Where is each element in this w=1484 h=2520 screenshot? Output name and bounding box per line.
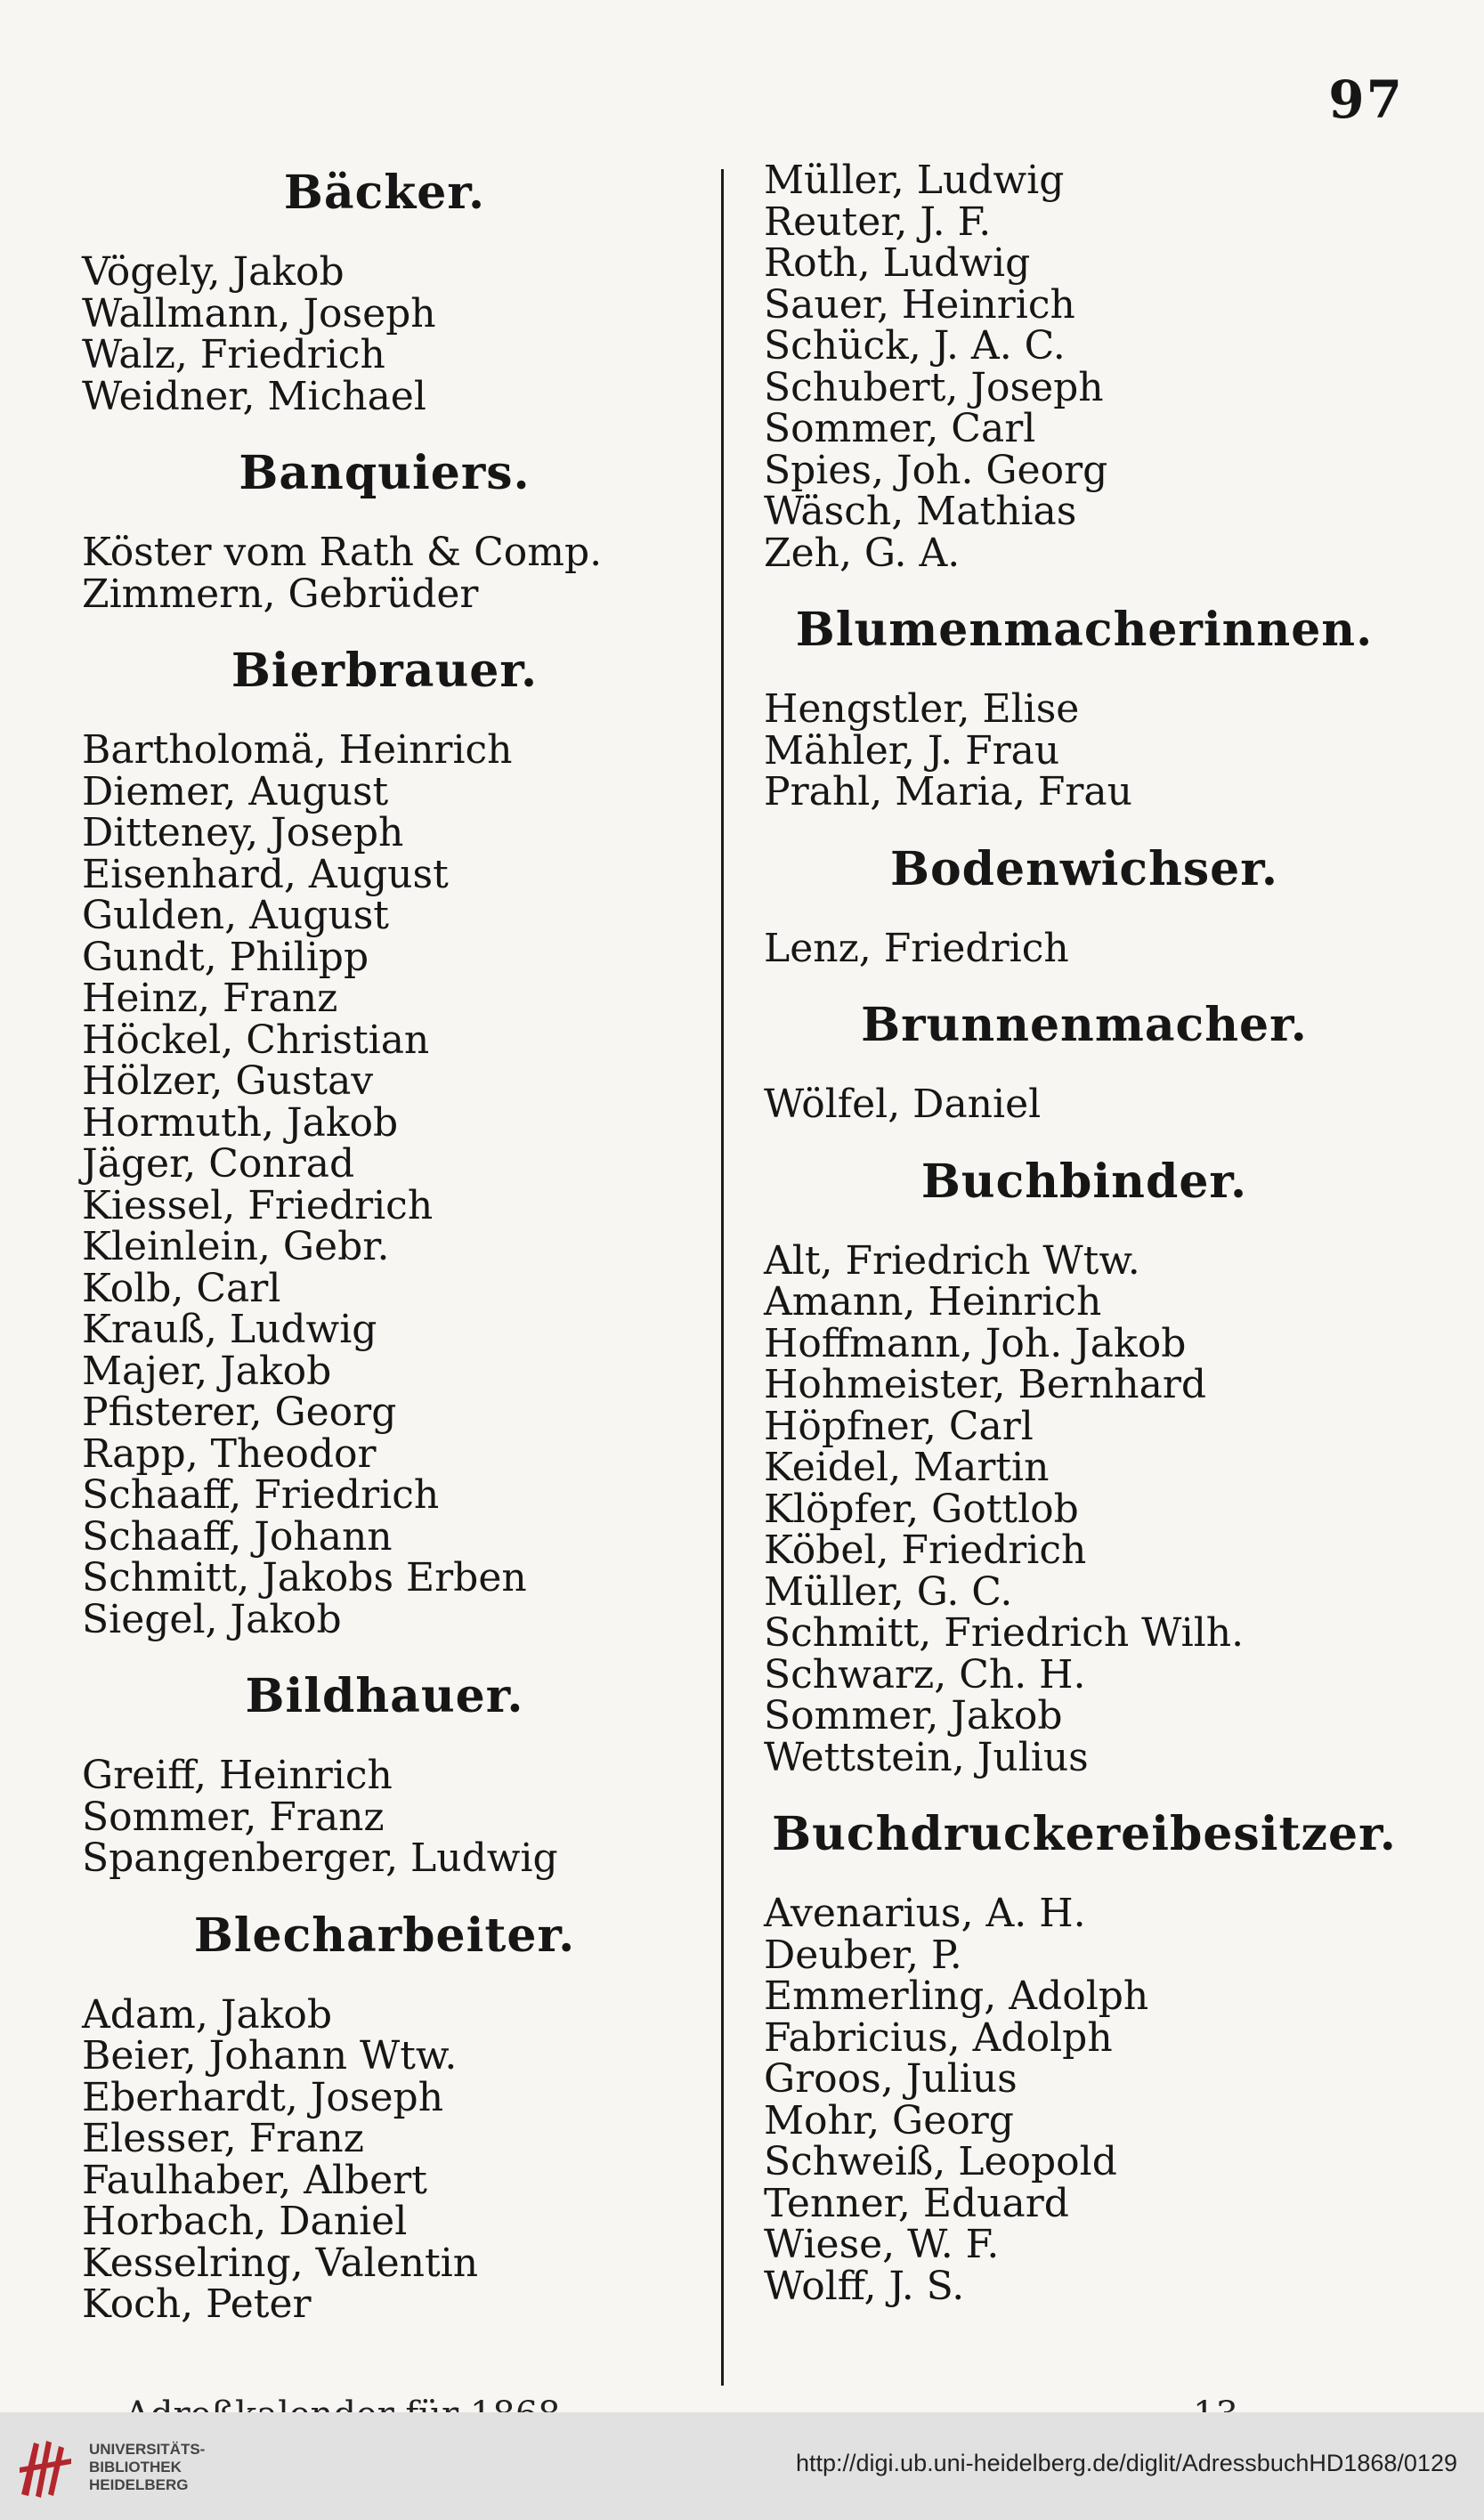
directory-entry: Krauß, Ludwig — [82, 1307, 377, 1352]
directory-entry: Fabricius, Adolph — [764, 2014, 1113, 2061]
directory-entry: Köbel, Friedrich — [764, 1527, 1087, 1573]
directory-entry: Zeh, G. A. — [764, 530, 961, 576]
directory-entry: Reuter, J. F. — [764, 199, 992, 245]
viewer-footer-bar — [0, 2412, 1484, 2520]
directory-entry: Wettstein, Julius — [764, 1734, 1089, 1780]
directory-section — [764, 1155, 1405, 1779]
directory-entry: Spangenberger, Ludwig — [82, 1835, 558, 1881]
directory-entry: Wölfel, Daniel — [764, 1082, 1042, 1127]
directory-entry: Hohmeister, Bernhard — [764, 1362, 1207, 1407]
directory-entry: Diemer, August — [82, 768, 389, 814]
directory-entry: Groos, Julius — [764, 2056, 1018, 2102]
directory-entry: Koch, Peter — [82, 2281, 312, 2327]
section-heading: Bierbrauer. — [231, 644, 539, 698]
directory-entry: Prahl, Maria, Frau — [764, 769, 1132, 814]
directory-section — [82, 644, 687, 1641]
directory-entry: Klöpfer, Gottlob — [764, 1486, 1079, 1532]
directory-section — [82, 1908, 687, 2326]
directory-entry: Ditteney, Joseph — [82, 810, 404, 855]
directory-entry: Hengstler, Elise — [764, 686, 1080, 732]
directory-entry: Alt, Friedrich Wtw. — [764, 1237, 1140, 1284]
directory-entry: Wallmann, Joseph — [82, 290, 436, 336]
directory-entry: Avenarius, A. H. — [764, 1891, 1086, 1936]
directory-entry: Mohr, Georg — [764, 2097, 1014, 2143]
directory-entry: Walz, Friedrich — [82, 332, 385, 377]
column-divider — [721, 169, 724, 2386]
directory-entry: Kleinlein, Gebr. — [82, 1224, 390, 1269]
directory-entry: Schaaff, Johann — [82, 1513, 393, 1560]
directory-entry: Deuber, P. — [764, 1932, 962, 1978]
right-column — [764, 160, 1405, 2336]
directory-entry: Gundt, Philipp — [82, 934, 369, 980]
directory-entry: Wiese, W. F. — [764, 2222, 1000, 2267]
directory-entry: Lenz, Friedrich — [764, 925, 1069, 971]
directory-entry: Schweiß, Leopold — [764, 2139, 1117, 2184]
directory-entry: Emmerling, Adolph — [764, 1973, 1149, 2019]
directory-entry: Pfisterer, Georg — [82, 1390, 397, 1435]
directory-section — [764, 998, 1405, 1126]
directory-entry: Müller, Ludwig — [764, 158, 1065, 203]
directory-entry: Eisenhard, August — [82, 851, 449, 897]
directory-entry: Siegel, Jakob — [82, 1596, 342, 1642]
section-heading: Blecharbeiter. — [193, 1908, 576, 1963]
directory-entry: Schubert, Joseph — [764, 364, 1104, 410]
directory-entry: Höpfner, Carl — [764, 1403, 1034, 1449]
section-heading: Banquiers. — [239, 446, 531, 500]
directory-entry: Schaaff, Friedrich — [82, 1472, 440, 1518]
library-name-line: BIBLIOTHEK — [89, 2459, 182, 2475]
directory-entry: Sommer, Jakob — [764, 1693, 1063, 1738]
directory-section — [764, 160, 1405, 574]
directory-entry: Hormuth, Jakob — [82, 1099, 399, 1146]
directory-entry: Eberhardt, Joseph — [82, 2074, 444, 2120]
section-heading: Buchbinder. — [920, 1154, 1248, 1209]
library-name-line: UNIVERSITÄTS- — [89, 2441, 206, 2458]
directory-entry: Adam, Jakob — [82, 1991, 333, 2038]
directory-entry: Vögely, Jakob — [82, 249, 345, 295]
directory-entry: Roth, Ludwig — [764, 240, 1031, 286]
section-heading: Bäcker. — [283, 166, 486, 220]
directory-entry: Zimmern, Gebrüder — [82, 571, 479, 617]
directory-entry: Greiff, Heinrich — [82, 1753, 393, 1798]
directory-entry: Faulhaber, Albert — [82, 2157, 427, 2203]
directory-entry: Schmitt, Jakobs Erben — [82, 1555, 527, 1600]
directory-entry: Spies, Joh. Georg — [764, 447, 1108, 493]
directory-entry: Höckel, Christian — [82, 1017, 430, 1063]
directory-entry: Keidel, Martin — [764, 1445, 1050, 1490]
directory-entry: Amann, Heinrich — [764, 1279, 1102, 1325]
directory-section — [82, 166, 687, 417]
section-heading: Bildhauer. — [245, 1669, 524, 1723]
directory-entry: Kesselring, Valentin — [82, 2240, 479, 2286]
directory-entry: Wäsch, Mathias — [764, 489, 1077, 534]
directory-entry: Schück, J. A. C. — [764, 323, 1066, 369]
section-heading: Bodenwichser. — [890, 841, 1278, 896]
directory-entry: Wolff, J. S. — [764, 2263, 965, 2309]
directory-entry: Sommer, Franz — [82, 1794, 385, 1840]
directory-entry: Horbach, Daniel — [82, 2199, 408, 2244]
directory-entry: Bartholomä, Heinrich — [82, 727, 513, 773]
directory-entry: Mähler, J. Frau — [764, 727, 1060, 774]
directory-entry: Rapp, Theodor — [82, 1430, 377, 1477]
page-number: 97 — [1328, 69, 1404, 130]
directory-entry: Müller, G. C. — [764, 1568, 1013, 1615]
directory-entry: Kiessel, Friedrich — [82, 1182, 434, 1228]
directory-section — [764, 1807, 1405, 2307]
left-column — [82, 160, 687, 2354]
library-name-line: HEIDELBERG — [89, 2476, 189, 2493]
directory-entry: Hoffmann, Joh. Jakob — [764, 1320, 1187, 1366]
directory-section — [82, 446, 687, 615]
directory-entry: Gulden, August — [82, 893, 389, 938]
directory-entry: Beier, Johann Wtw. — [82, 2033, 458, 2078]
directory-section — [764, 842, 1405, 970]
directory-entry: Sommer, Carl — [764, 406, 1036, 451]
directory-section — [82, 1669, 687, 1880]
directory-entry: Majer, Jakob — [82, 1348, 332, 1394]
directory-entry: Heinz, Franz — [82, 976, 338, 1021]
directory-entry: Jäger, Conrad — [82, 1141, 355, 1187]
directory-entry: Kolb, Carl — [82, 1265, 281, 1311]
directory-entry: Tenner, Eduard — [764, 2180, 1069, 2226]
directory-entry: Elesser, Franz — [82, 2116, 364, 2161]
section-heading: Buchdruckereibesitzer. — [772, 1807, 1397, 1861]
directory-entry: Köster vom Rath & Comp. — [82, 530, 603, 575]
section-heading: Blumenmacherinnen. — [795, 603, 1374, 657]
directory-entry: Sauer, Heinrich — [764, 281, 1075, 328]
library-name — [89, 2441, 205, 2494]
section-heading: Brunnenmacher. — [861, 998, 1308, 1052]
directory-entry: Weidner, Michael — [82, 373, 426, 419]
directory-entry: Schmitt, Friedrich Wilh. — [764, 1610, 1245, 1656]
directory-entry: Hölzer, Gustav — [82, 1058, 374, 1104]
page-footer — [125, 2394, 1282, 2412]
library-logo-icon — [12, 2432, 78, 2503]
directory-entry: Schwarz, Ch. H. — [764, 1651, 1086, 1698]
page-url-link[interactable]: http://digi.ub.uni-heidelberg.de/diglit/AdressbuchHD1868/0129 — [795, 2450, 1457, 2476]
directory-section — [764, 603, 1405, 814]
